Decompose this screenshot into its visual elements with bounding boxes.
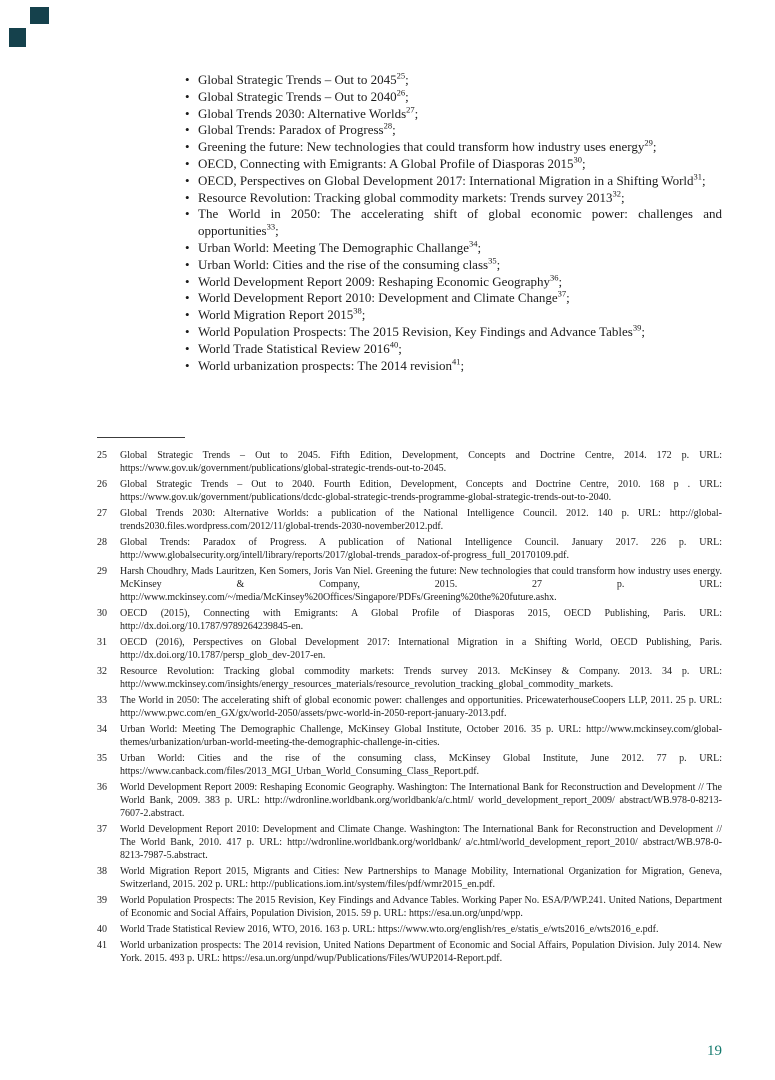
footnote-number: 26 [97, 479, 107, 490]
footnote-text: World Trade Statistical Review 2016, WTO, 2016. 163 p. URL: https://www.wto.org/english/res_e/statis_e/wts2016_e/wts2016_e.pdf. [120, 924, 659, 935]
footnote-item [97, 939, 722, 965]
bullet-icon: • [185, 256, 190, 272]
footnote-number: 31 [97, 637, 107, 648]
footnote-number: 33 [97, 695, 107, 706]
bullet-icon: • [185, 139, 190, 155]
corner-ornament-square-top [30, 7, 49, 24]
footnote-text: Global Trends: Paradox of Progress. A publication of National Intelligence Council. January 2017. 226 p. URL: http://www.globalsecurity.org/intell/library/reports/2017/global-trends_paradox-of-progress_full_20170109.pdf. [120, 537, 722, 561]
footnote-number: 30 [97, 608, 107, 619]
list-item-suffix: ; [398, 340, 402, 356]
report-title-list [185, 72, 722, 374]
footnote-number: 29 [97, 566, 107, 577]
bullet-icon: • [185, 155, 190, 171]
footnote-item [97, 507, 722, 533]
footnote-number: 25 [97, 450, 107, 461]
footnote-ref: 35 [488, 255, 497, 266]
report-title: OECD, Connecting with Emigrants: A Global Profile of Diasporas 2015 [198, 155, 574, 171]
list-item-suffix: ; [414, 105, 419, 121]
footnote-text: World Migration Report 2015, Migrants and Cities: New Partnerships to Manage Mobility, International Organization for Migration, Geneva, Switzerland, 2015. 202 p. URL: http://publications.iom.int/system/files/pdf/wmr2015_en.pdf. [120, 866, 722, 890]
list-item-suffix: ; [392, 122, 396, 138]
footnote-item [97, 607, 722, 633]
footnote-number: 36 [97, 782, 107, 793]
footnote-ref: 25 [396, 70, 406, 81]
report-title: World Development Report 2009: Reshaping Economic Geography [198, 273, 551, 289]
corner-ornament-square-bottom [9, 28, 26, 47]
footnote-item [97, 781, 722, 820]
footnote-text: Urban World: Cities and the rise of the consuming class, McKinsey Global Institute, June 2012. 77 p. URL: https://www.canback.com/files/2013_MGI_Urban_World_Consuming_Class_Report.pdf. [120, 753, 722, 777]
list-item-suffix: ; [405, 88, 409, 104]
footnote-number: 35 [97, 753, 107, 764]
bullet-icon: • [185, 105, 190, 121]
footnote-ref: 26 [396, 87, 406, 98]
list-item [185, 156, 722, 173]
footnote-item [97, 565, 722, 604]
list-item-suffix: ; [621, 189, 625, 205]
list-item [185, 139, 722, 156]
bullet-icon: • [185, 290, 190, 306]
report-title: OECD, Perspectives on Global Development 2017: International Migration in a Shifting World [198, 172, 694, 188]
footnote-item [97, 894, 722, 920]
list-item [185, 274, 722, 291]
footnote-text: Global Trends 2030: Alternative Worlds: a publication of the National Intelligence Council. 2012. 140 p. URL: http://global-trends2030.files.wordpress.com/2012/11/global-trends-2030-november2012.pdf. [120, 508, 722, 532]
footnote-item [97, 449, 722, 475]
footnote-number: 38 [97, 866, 107, 877]
list-item [185, 307, 722, 324]
list-item-suffix: ; [641, 323, 645, 339]
list-item [185, 206, 722, 240]
bullet-icon: • [185, 206, 190, 222]
list-item [185, 122, 722, 139]
report-title: Urban World: Cities and the rise of the consuming class [198, 256, 489, 272]
footnote-item [97, 665, 722, 691]
list-item-suffix: ; [405, 72, 409, 87]
bullet-icon: • [185, 172, 190, 188]
bullet-icon: • [185, 189, 190, 205]
list-item-suffix: ; [361, 307, 366, 323]
report-title: World urbanization prospects: The 2014 revision [198, 357, 452, 373]
footnotes-section [97, 449, 722, 968]
footnote-text: World Development Report 2009: Reshaping Economic Geography. Washington: The International Bank for Reconstruction and Development // The World Bank, 2009. 383 p. URL: http://wdronline.worldbank.org/worldbank/a/c.html/ world_development_report_2009/ abstract/WB.978-0-8213-7607-2.abstract. [120, 782, 722, 819]
footnote-ref: 30 [573, 154, 583, 165]
footnote-item [97, 636, 722, 662]
footnote-text: OECD (2016), Perspectives on Global Development 2017: International Migration in a Shifting World, OECD Publishing, Paris. http://dx.doi.org/10.1787/persp_glob_dev-2017-en. [120, 637, 722, 661]
footnote-text: World urbanization prospects: The 2014 revision, United Nations Department of Economic and Social Affairs, Population Division. July 2014. New York. 2015. 493 p. URL: https://esa.un.org/unpd/wup/Publications/Files/WUP2014-Report.pdf. [120, 940, 722, 964]
report-title: Urban World: Meeting The Demographic Challange [198, 239, 470, 255]
footnote-number: 37 [97, 824, 107, 835]
footnote-ref: 27 [406, 104, 415, 115]
bullet-icon: • [185, 340, 190, 356]
footnote-number: 32 [97, 666, 107, 677]
report-title: Greening the future: New technologies that could transform how industry uses energy [198, 139, 645, 155]
footnote-item [97, 536, 722, 562]
list-item [185, 173, 722, 190]
footnote-text: The World in 2050: The accelerating shift of global economic power: challenges and opportunities. PricewaterhouseCoopers LLP, 2011. 25 p. URL: http://www.pwc.com/en_GX/gx/world-2050/assets/pwc-world-in-2050-report-january-2013.pdf. [120, 695, 722, 719]
bullet-icon: • [185, 88, 190, 104]
footnote-text: OECD (2015), Connecting with Emigrants: A Global Profile of Diasporas 2015, OECD Publishing, Paris. URL: http://dx.doi.org/10.1787/9789264239845-en. [120, 608, 722, 632]
list-item-suffix: ; [496, 256, 501, 272]
footnote-ref: 28 [383, 121, 393, 132]
footnote-item [97, 865, 722, 891]
footnote-number: 41 [97, 940, 107, 951]
footnote-text: World Development Report 2010: Development and Climate Change. Washington: The International Bank for Reconstruction and Development // The World Bank, 2010. 417 p. URL: http://wdronline.worldbank.org/worldbank/ a/c.html/world_development_report_2010/ abstract/WB.978-0-8213-7987-5.abstract. [120, 824, 722, 861]
list-item-suffix: ; [275, 223, 279, 239]
list-item [185, 324, 722, 341]
footnote-ref: 38 [353, 305, 362, 316]
footnote-text: Urban World: Meeting The Demographic Challenge, McKinsey Global Institute, October 2016. 35 p. URL: http://www.mckinsey.com/global-themes/urbanization/urban-world-meeting-the-demographic-challenge-in-cities. [120, 724, 722, 748]
report-title: World Development Report 2010: Development and Climate Change [198, 290, 558, 306]
footnote-text: World Population Prospects: The 2015 Revision, Key Findings and Advance Tables. Working Paper No. ESA/P/WP.241. United Nations, Department of Economic and Social Affairs, Population Division, 2015. 59 p. URL: https://esa.un.org/unpd/wpp. [120, 895, 722, 919]
bullet-icon: • [185, 239, 190, 255]
footnote-separator [97, 437, 185, 438]
report-title: Global Strategic Trends – Out to 2040 [198, 88, 397, 104]
bullet-icon: • [185, 307, 190, 323]
list-item [185, 240, 722, 257]
list-item-suffix: ; [477, 239, 482, 255]
footnote-item [97, 752, 722, 778]
list-item [185, 190, 722, 207]
bullet-icon: • [185, 357, 190, 373]
report-title: World Migration Report 2015 [198, 307, 354, 323]
footnote-ref: 34 [469, 238, 478, 249]
bullet-icon: • [185, 122, 190, 138]
footnote-ref: 41 [451, 356, 461, 367]
report-title: World Population Prospects: The 2015 Revision, Key Findings and Advance Tables [198, 323, 633, 339]
list-item [185, 358, 722, 375]
report-title: Resource Revolution: Tracking global commodity markets: Trends survey 2013 [198, 189, 613, 205]
footnote-number: 39 [97, 895, 107, 906]
footnote-ref: 37 [557, 289, 567, 300]
list-item-suffix: ; [702, 172, 706, 188]
report-title: Global Trends 2030: Alternative Worlds [198, 105, 407, 121]
list-item [185, 341, 722, 358]
report-title: World Trade Statistical Review 2016 [198, 340, 390, 356]
report-title: The World in 2050: The accelerating shift of global economic power: challenges and opportunities [198, 206, 722, 239]
footnote-item [97, 823, 722, 862]
footnote-ref: 36 [550, 272, 559, 283]
footnote-ref: 29 [644, 137, 653, 148]
list-item [185, 257, 722, 274]
list-item-suffix: ; [460, 357, 465, 373]
footnote-item [97, 923, 722, 936]
footnote-number: 34 [97, 724, 107, 735]
footnote-number: 27 [97, 508, 107, 519]
footnote-text: Global Strategic Trends – Out to 2040. Fourth Edition, Development, Concepts and Doctrine Centre, 2010. 168 p . URL: https://www.gov.uk/government/publications/dcdc-global-strategic-trends-programme-global-strategic-trends-out-to-2040. [120, 479, 722, 503]
page-number: 19 [707, 1043, 722, 1059]
footnote-item [97, 723, 722, 749]
footnote-item [97, 478, 722, 504]
footnote-number: 40 [97, 924, 107, 935]
report-title: Global Strategic Trends – Out to 2045 [198, 72, 397, 87]
list-item-suffix: ; [566, 290, 570, 306]
list-item-suffix: ; [582, 155, 586, 171]
list-item [185, 89, 722, 106]
footnote-ref: 31 [693, 171, 703, 182]
footnote-text: Global Strategic Trends – Out to 2045. Fifth Edition, Development, Concepts and Doctrine Centre, 2014. 172 p. URL: https://www.gov.uk/government/publications/global-strategic-trends-out-to-2045. [120, 450, 722, 474]
report-title: Global Trends: Paradox of Progress [198, 122, 384, 138]
list-item [185, 72, 722, 89]
bullet-icon: • [185, 72, 190, 87]
footnote-ref: 33 [266, 221, 276, 232]
footnote-number: 28 [97, 537, 107, 548]
list-item [185, 106, 722, 123]
bullet-icon: • [185, 273, 190, 289]
footnote-text: Harsh Choudhry, Mads Lauritzen, Ken Somers, Joris Van Niel. Greening the future: New technologies that could transform how industry uses energy. McKinsey & Company, 2015. 27 p. URL: http://www.mckinsey.com/~/media/McKinsey%20Offices/Singapore/PDFs/Greening%20the%20future.ashx. [120, 566, 722, 603]
list-item-suffix: ; [652, 139, 657, 155]
footnote-ref: 40 [389, 339, 399, 350]
footnote-text: Resource Revolution: Tracking global commodity markets: Trends survey 2013. McKinsey & Company. 2013. 34 p. URL: http://www.mckinsey.com/insights/energy_resources_materials/resource_revolution_tracking_global_commodity_markets. [120, 666, 722, 690]
bullet-icon: • [185, 323, 190, 339]
footnote-ref: 32 [612, 188, 622, 199]
list-item-suffix: ; [558, 273, 563, 289]
footnote-ref: 39 [632, 322, 642, 333]
list-item [185, 290, 722, 307]
footnote-item [97, 694, 722, 720]
